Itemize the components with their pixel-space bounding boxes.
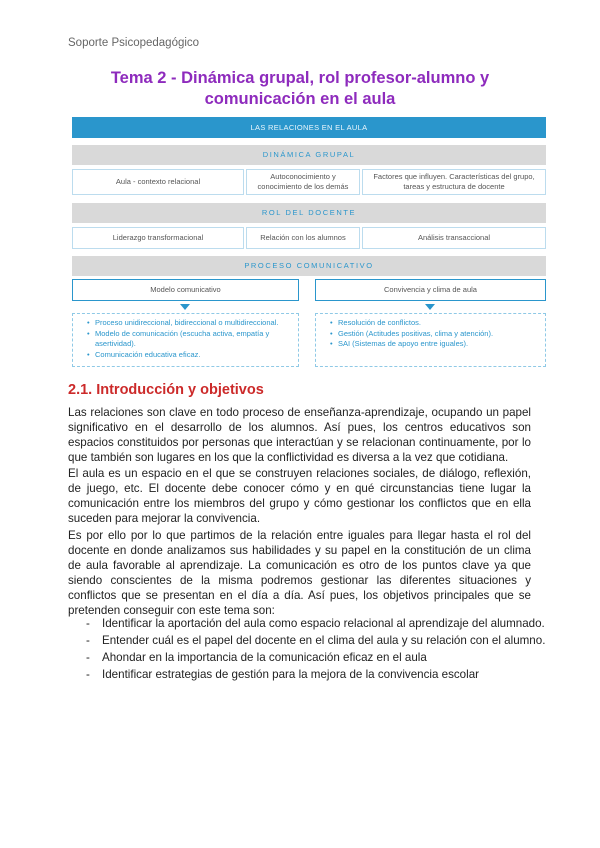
list-item: • Resolución de conflictos. [330, 318, 537, 329]
list-item [68, 667, 548, 683]
paragraph-3: Es por ello por lo que partimos de la relación entre iguales para llegar hasta el rol del docente en donde analizamos sus habilidades y su papel en la constitución de un clima de aula favorable al aprendizaje. La comunicación es otro de los puntos clave ya que siendo conscientes de la misma podremos gestionar las diferentes situaciones y conflictos que se presentan en el día a día. Así pues, los objetivos principales que se pretenden conseguir con este tema son: [68, 529, 531, 617]
paragraph-1: Las relaciones son clave en todo proceso de enseñanza-aprendizaje, ocupando un papel significativo en el desarrollo de los alumnos. Así pues, los centros educativos son espacios constituidos por personas que interactúan y se relacionan continuamente, por lo que también son lugares en los que la conflictividad es diversa a la vez que cotidiana. [68, 406, 531, 464]
teacher-role-bar: ROL DEL DOCENTE [72, 203, 546, 223]
group-dynamics-box: Autoconocimiento y conocimiento de los demás [246, 169, 360, 195]
relations-diagram [72, 117, 546, 369]
list-item: • Gestión (Actitudes positivas, clima y atención). [330, 329, 537, 340]
list-item [68, 650, 548, 666]
title-line-1: Tema 2 - Dinámica grupal, rol profesor-alumno y [110, 69, 490, 87]
section-title: 2.1. Introducción y objetivos [68, 382, 264, 398]
objective-text: Entender cuál es el papel del docente en el clima del aula y su relación con el alumno. [102, 634, 546, 647]
list-item: • SAI (Sistemas de apoyo entre iguales). [330, 339, 537, 350]
list-item [68, 616, 548, 632]
arrow-down-icon [425, 304, 435, 310]
objectives-list [68, 616, 548, 684]
group-dynamics-box: Aula - contexto relacional [72, 169, 244, 195]
page-title [60, 68, 540, 110]
classroom-climate-list [315, 313, 546, 367]
list-item: • Comunicación educativa eficaz. [87, 350, 290, 361]
list-item: • Modelo de comunicación (escucha activa, empatía y asertividad). [87, 329, 290, 350]
teacher-role-box: Análisis transaccional [362, 227, 546, 249]
document-header: Soporte Psicopedagógico [68, 37, 200, 49]
title-line-2: comunicación en el aula [204, 90, 396, 108]
objective-text: Identificar la aportación del aula como espacio relacional al aprendizaje del alumnado. [102, 617, 545, 630]
diagram-main-bar: LAS RELACIONES EN EL AULA [72, 117, 546, 138]
arrow-down-icon [180, 304, 190, 310]
dash-marker: - [86, 634, 90, 647]
dash-marker: - [86, 651, 90, 664]
list-item [68, 633, 548, 649]
teacher-role-box: Relación con los alumnos [246, 227, 360, 249]
list-item: • Proceso unidireccional, bidireccional o multidireccional. [87, 318, 290, 329]
dash-marker: - [86, 668, 90, 681]
classroom-climate-box: Convivencia y clima de aula [315, 279, 546, 301]
teacher-role-box: Liderazgo transformacional [72, 227, 244, 249]
group-dynamics-box: Factores que influyen. Características del grupo, tareas y estructura de docente [362, 169, 546, 195]
group-dynamics-bar: DINÁMICA GRUPAL [72, 145, 546, 165]
objective-text: Ahondar en la importancia de la comunicación eficaz en el aula [102, 651, 427, 664]
communication-model-box: Modelo comunicativo [72, 279, 299, 301]
communication-model-list [72, 313, 299, 367]
communication-bar: PROCESO COMUNICATIVO [72, 256, 546, 276]
paragraph-2: El aula es un espacio en el que se construyen relaciones sociales, de diálogo, reflexión, de juego, etc. El docente debe conocer cómo y en qué circunstancias tiene lugar la comunicación entre los miembros del grupo y cómo gestionar los conflictos que en ella suceden para mejorar la convivencia. [68, 467, 531, 525]
objective-text: Identificar estrategias de gestión para la mejora de la convivencia escolar [102, 668, 480, 681]
dash-marker: - [86, 617, 90, 630]
